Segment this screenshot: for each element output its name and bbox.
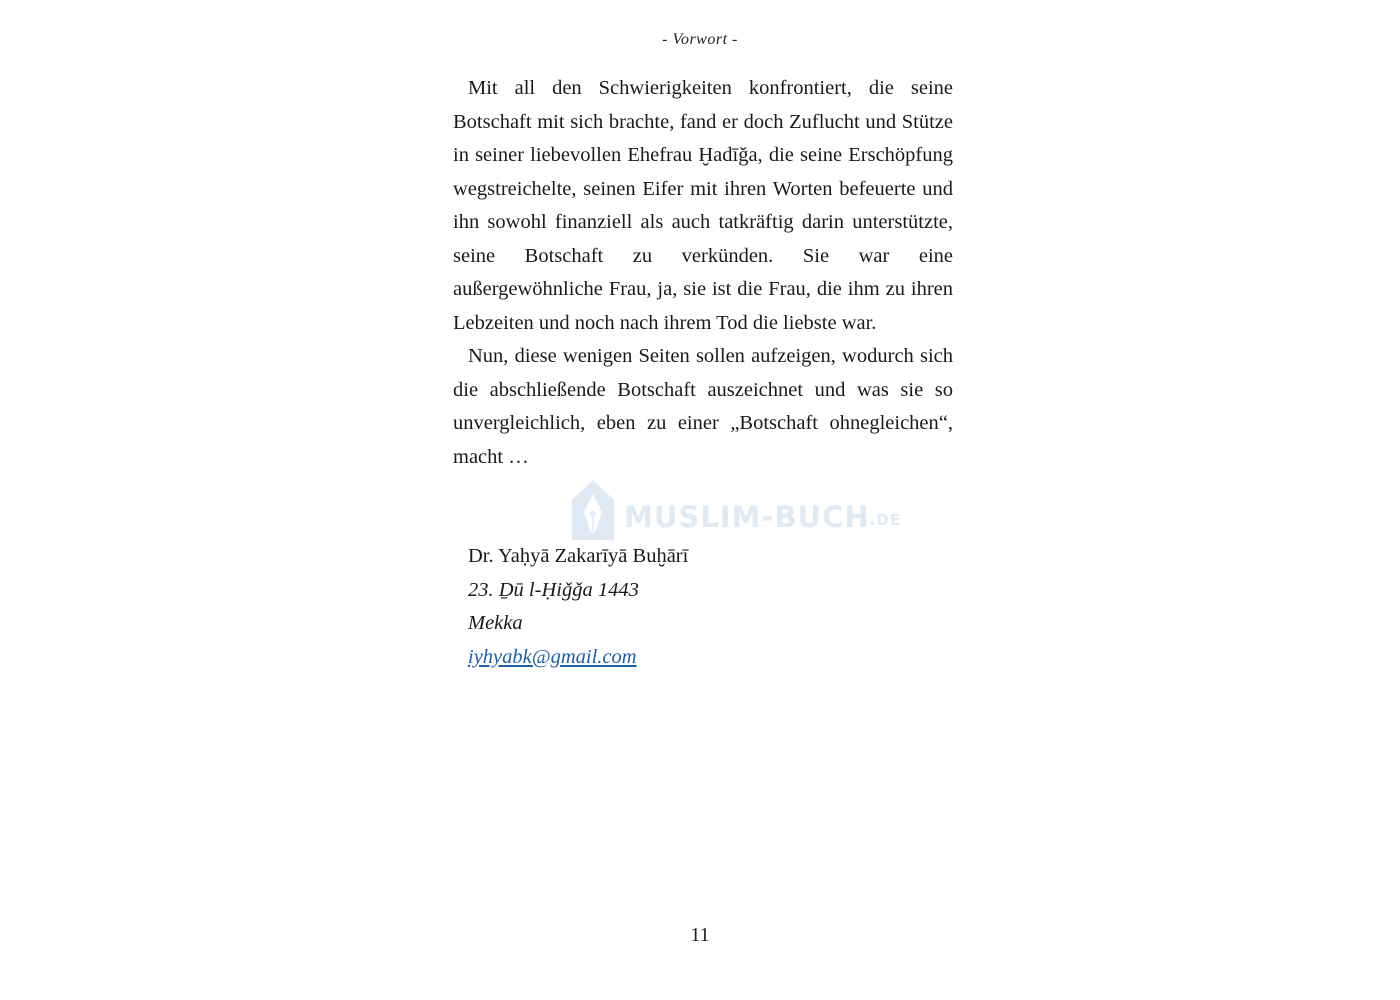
- watermark-text: MUSLIM-BUCH.DE: [624, 500, 902, 534]
- signature-block: [468, 540, 688, 674]
- paragraph: Nun, diese wenigen Seiten sollen aufzeigen, wodurch sich die abschließende Botschaft auszeichnet und was sie so unvergleichlich, eben zu einer „Botschaft ohnegleichen“, macht …: [453, 345, 953, 468]
- paragraph: Mit all den Schwierigkeiten konfrontiert, die seine Botschaft mit sich brachte, fand er doch Zuflucht und Stütze in seiner liebevollen Ehefrau Ḫadīǧa, die seine Erschöpfung wegstreichelte, seinen Eifer mit ihren Worten befeuerte und ihn sowohl finanziell als auch tatkräftig darin unterstützte, seine Botschaft zu verkünden. Sie war eine außergewöhnliche Frau, ja, sie ist die Frau, die ihm zu ihren Lebzeiten und noch nach ihrem Tod die liebste war.: [453, 77, 953, 334]
- email-link[interactable]: iyhyabk@gmail.com: [468, 645, 637, 668]
- main-text: [453, 72, 953, 474]
- signature-date: 23. Ḏū l-Ḥiǧǧa 1443: [468, 578, 639, 601]
- page-number: 11: [690, 924, 710, 946]
- running-header: - Vorwort -: [662, 31, 738, 48]
- watermark: [568, 478, 902, 542]
- pen-nib-house-icon: [568, 478, 618, 542]
- author-name: Dr. Yaḥyā Zakarīyā Buḫārī: [468, 545, 689, 567]
- signature-place: Mekka: [468, 612, 523, 634]
